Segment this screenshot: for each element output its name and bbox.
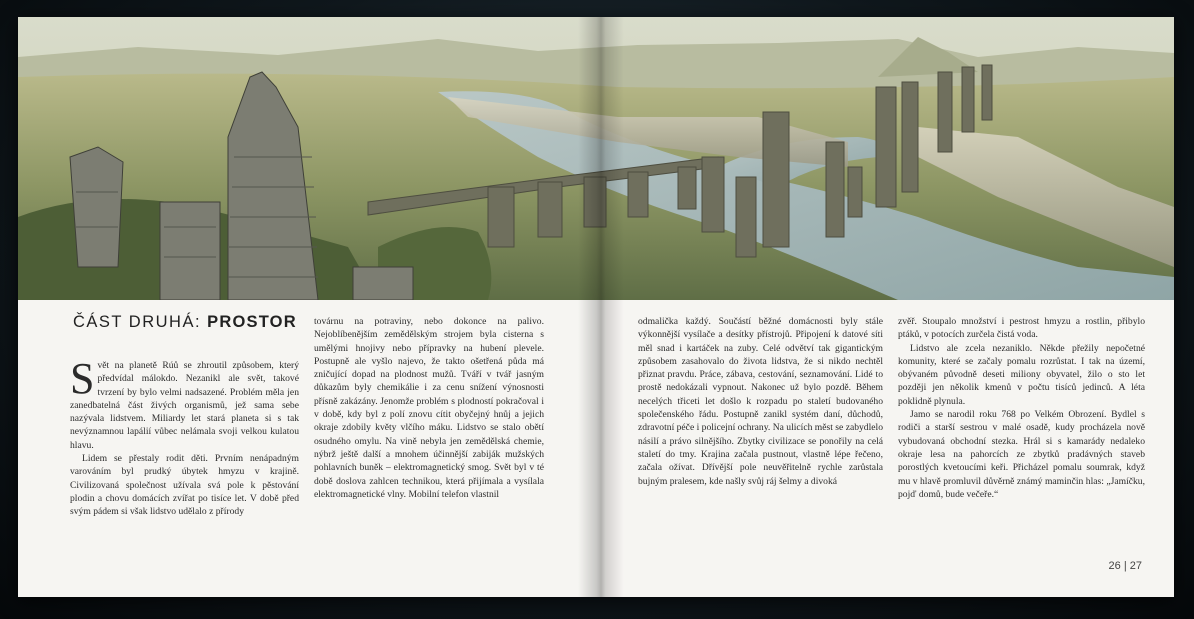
paragraph: zvěř. Stoupalo množství i pestrost hmyzu a rostlin, přibylo ptáků, v potocích zurčela čistá voda. xyxy=(898,316,1145,341)
paragraph: Svět na planetě Rúů se zhroutil způsobem, který předvídal málokdo. Nezanikl ale svět, takové tvrzení by bylo velmi nadsazené. Problém měla jen zanedbatelná část živých organismů, jež sama sebe nazývala lidstvem. Miliardy let stará planeta si s tak nevýznamnou lapálií vůbec nelámala svoji velkou kulatou hlavu. xyxy=(70,354,299,451)
text-column-1 xyxy=(70,354,299,519)
text-column-3 xyxy=(638,315,883,488)
chapter-part-label: ČÁST DRUHÁ: xyxy=(73,313,202,331)
paragraph: Lidem se přestaly rodit děti. Prvním nenápadným varováním byl prudký úbytek hmyzu v krajině. Civilizovaná společnost užívala svá pole k pěstování plodin a chovu domácích zvířat po tisíce let. V době před svým pádem si však lidstvo udělalo z přírody xyxy=(70,453,299,518)
text-column-2 xyxy=(314,315,544,501)
chapter-title: PROSTOR xyxy=(207,313,297,331)
paragraph: Jamo se narodil roku 768 po Velkém Obrození. Bydlel s rodiči a starší sestrou v malé osadě, kudy procházela nově vybudovaná obchodní stezka. Hrál si s kamarády nedaleko okraje lesa na pahorcích ze zbytků pradávných staveb porostlých kvetoucími keři. Přicházel pomalu soumrak, když mu v hlavě promluvil důvěrně známý maminčin hlas: „Jamíčku, pojď domů, bude večeře.“ xyxy=(898,409,1145,500)
chapter-heading xyxy=(73,313,297,332)
page-numbers: 26 | 27 xyxy=(1108,560,1142,572)
paragraph: odmalička každý. Součástí běžné domácnosti byly stále výkonnější vysílače a desítky přístrojů. Připojení k datové síti měl snad i kartáček na zuby. Celé odvětví tak gigantickým způsobem zasahovalo do života lidstva, že si nikdo nechtěl přiznat pravdu. Práce, zábava, cestování, seznamování. Lidé to prostě nedokázali vypnout. Nakonec už bylo pozdě. Během necelých třiceti let došlo k rozpadu po staletí budovaného společenského řádu. Postupně zanikl systém daní, důchodů, zdravotní péče i policejní ochrany. Na ulicích měst se zabydlelo násilí a právo silnějšího. Zbytky civilizace se ponořily na celá staletí do tmy. Krajina začala pustnout, vlastně lépe řečeno, začala ožívat. Dřívější pole neuvěřitelně rychle zarůstala bujným pralesem, kde našly svůj ráj šelmy a divoká xyxy=(638,316,883,487)
book-spread xyxy=(18,17,1174,597)
paragraph: továrnu na potraviny, nebo dokonce na palivo. Nejoblíbenějším zemědělským strojem byla cisterna s umělými hnojivy nebo přípravky na hubení plevele. Postupně ale vyšlo najevo, že takto ošetřená půda má zničující dopad na plodnost mužů. Tváří v tvář jasným důkazům byly chemikálie i za cenu snížení výnosnosti přísně zakázány. Jenomže problém s plodností pokračoval i v době, kdy byl z polí znovu cítit obyčejný hnůj a jejich okraje zdobily květy vlčího máku. Lidstvo se stalo obětí osudného omylu. Na vině nebyla jen zemědělská chemie, nýbrž ještě další a mnohem účinnější zabiják mužských pohlavních buněk – elektromagnetický smog. Svět byl v té době doslova zahlcen technikou, která přijímala a vysílala elektromagnetické vlny. Mobilní telefon vlastnil xyxy=(314,316,544,500)
landscape-illustration xyxy=(18,17,1174,300)
text-column-4 xyxy=(898,315,1145,501)
paragraph: Lidstvo ale zcela nezaniklo. Někde přežily nepočetné komunity, které se začaly pomalu rozrůstat. I tak na území, obývaném původně deseti miliony obyvatel, žilo o sto let později jen několik kmenů v počtu tisíců jedinců. A léta poklidně plynula. xyxy=(898,342,1145,407)
drop-cap: S xyxy=(70,354,95,403)
ruined-city-aqueduct-image xyxy=(18,17,1174,300)
